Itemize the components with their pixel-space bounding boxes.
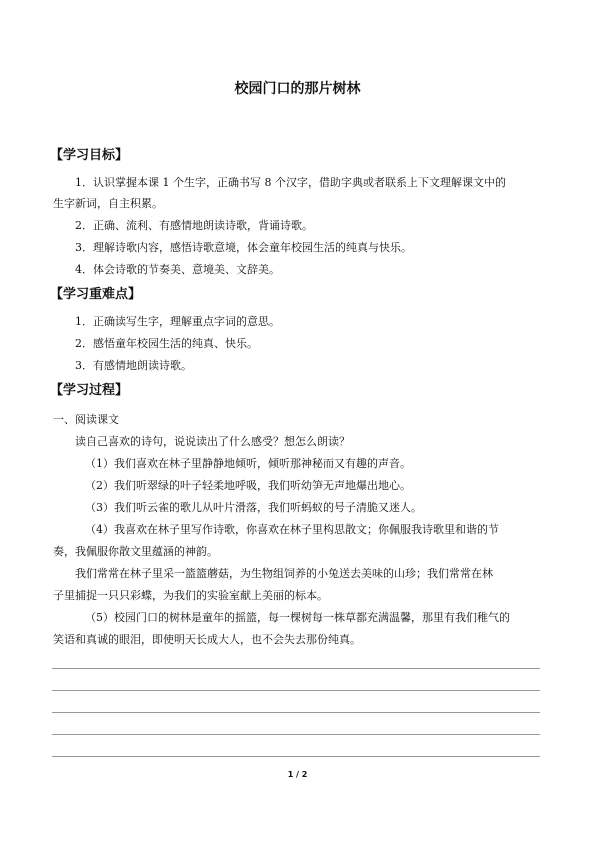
poem-line-2: （2）我们听翠绿的叶子轻柔地呼吸，我们听幼笋无声地爆出地心。 xyxy=(85,479,411,492)
answer-line xyxy=(52,756,540,757)
answer-line xyxy=(52,690,540,691)
poem-line-3: （3）我们听云雀的歌儿从叶片滑落，我们听蚂蚁的号子清脆又迷人。 xyxy=(85,501,422,514)
poem-line-1: （1）我们喜欢在林子里静静地倾听，倾听那神秘而又有趣的声音。 xyxy=(85,457,411,470)
page-number: 1 / 2 xyxy=(287,770,308,779)
document-title: 校园门口的那片树林 xyxy=(234,81,361,97)
key-point-line-3: 3．有感情地朗读诗歌。 xyxy=(75,359,192,372)
answer-line xyxy=(52,734,540,735)
goal-line-3: 3．理解诗歌内容，感悟诗歌意境，体会童年校园生活的纯真与快乐。 xyxy=(75,241,412,254)
poem-line-4-cont: 奏，我佩服你散文里蕴涵的神韵。 xyxy=(53,545,218,558)
goal-line-1-cont: 生字新词，自主积累。 xyxy=(53,197,163,210)
poem-line-4: （4）我喜欢在林子里写作诗歌，你喜欢在林子里构思散文；你佩服我诗歌里和谐的节 xyxy=(85,523,499,536)
answer-line xyxy=(52,712,540,713)
goal-line-1: 1．认识掌握本课 1 个生字，正确书写 8 个汉字，借助字典或者联系上下文理解课文中的 xyxy=(75,176,506,189)
goal-line-4: 4．体会诗歌的节奏美、意境美、文辞美。 xyxy=(75,263,280,276)
section-heading-goals: 【学习目标】 xyxy=(50,148,129,163)
section-heading-process: 【学习过程】 xyxy=(50,383,129,398)
process-subheading: 一、阅读课文 xyxy=(53,413,119,426)
poem-paragraph: 我们常常在林子里采一篮篮蘑菇，为生物组饲养的小兔送去美味的山珍；我们常常在林 xyxy=(75,567,493,580)
process-prompt: 读自己喜欢的诗句，说说读出了什么感受？想怎么朗读？ xyxy=(75,435,350,448)
poem-line-5: （5）校园门口的树林是童年的摇篮，每一棵树每一株草都充满温馨，那里有我们稚气的 xyxy=(85,611,510,624)
poem-line-5-cont: 笑语和真诚的眼泪，即使明天长成大人，也不会失去那份纯真。 xyxy=(53,633,361,646)
section-heading-key-points: 【学习重难点】 xyxy=(50,287,142,302)
answer-line xyxy=(52,668,540,669)
key-point-line-1: 1．正确读写生字，理解重点字词的意思。 xyxy=(75,315,280,328)
poem-paragraph-cont: 子里捕捉一只只彩蝶，为我们的实验室献上美丽的标本。 xyxy=(53,589,328,602)
goal-line-2: 2．正确、流利、有感情地朗读诗歌，背诵诗歌。 xyxy=(75,219,313,232)
key-point-line-2: 2．感悟童年校园生活的纯真、快乐。 xyxy=(75,337,258,350)
